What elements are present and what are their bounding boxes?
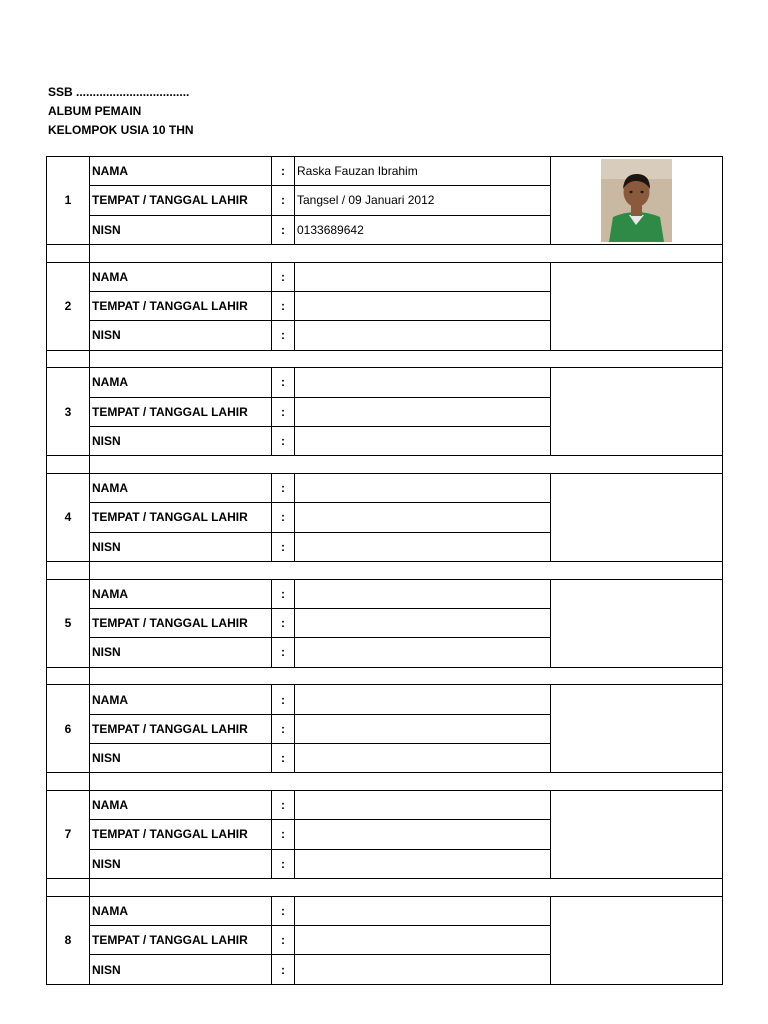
player-photo [551, 896, 723, 984]
player-photo [551, 368, 723, 456]
colon: : [272, 291, 295, 320]
document-header [48, 83, 194, 140]
ttl-value [295, 714, 551, 743]
nisn-label: NISN [90, 638, 272, 667]
nisn-label: NISN [90, 215, 272, 244]
colon: : [272, 262, 295, 291]
ttl-label: TEMPAT / TANGGAL LAHIR [90, 608, 272, 637]
colon: : [272, 186, 295, 215]
nama-label: NAMA [90, 368, 272, 397]
nisn-value [295, 321, 551, 350]
player-photo [551, 157, 723, 245]
colon: : [272, 685, 295, 714]
spacer-row [47, 350, 723, 368]
colon: : [272, 849, 295, 878]
nisn-label: NISN [90, 849, 272, 878]
nama-value [295, 685, 551, 714]
nama-label: NAMA [90, 474, 272, 503]
colon: : [272, 955, 295, 985]
player-row [47, 474, 723, 503]
nama-value [295, 474, 551, 503]
colon: : [272, 896, 295, 925]
nama-label: NAMA [90, 262, 272, 291]
colon: : [272, 926, 295, 955]
spacer-cell [47, 456, 90, 474]
age-group-line: KELOMPOK USIA 10 THN [48, 123, 194, 137]
nisn-label: NISN [90, 321, 272, 350]
colon: : [272, 608, 295, 637]
ssb-line: SSB .................................. [48, 85, 190, 99]
spacer-cell [47, 244, 90, 262]
nama-label: NAMA [90, 791, 272, 820]
player-row [47, 262, 723, 291]
player-number: 6 [47, 685, 90, 773]
spacer-cell [90, 456, 723, 474]
nama-value [295, 791, 551, 820]
colon: : [272, 532, 295, 561]
colon: : [272, 743, 295, 772]
player-row [47, 685, 723, 714]
spacer-cell [90, 773, 723, 791]
player-row [47, 896, 723, 925]
player-photo [551, 474, 723, 562]
spacer-row [47, 456, 723, 474]
ttl-value: Tangsel / 09 Januari 2012 [295, 186, 551, 215]
spacer-cell [47, 667, 90, 685]
nisn-value [295, 638, 551, 667]
ttl-value [295, 820, 551, 849]
player-album-table [46, 156, 723, 985]
player-number: 7 [47, 791, 90, 879]
nisn-value [295, 426, 551, 455]
colon: : [272, 426, 295, 455]
spacer-cell [47, 773, 90, 791]
ttl-value [295, 503, 551, 532]
player-number: 3 [47, 368, 90, 456]
nama-value: Raska Fauzan Ibrahim [295, 157, 551, 186]
nisn-value [295, 955, 551, 985]
player-row [47, 791, 723, 820]
spacer-cell [90, 667, 723, 685]
nisn-value [295, 743, 551, 772]
nama-value [295, 368, 551, 397]
colon: : [272, 820, 295, 849]
colon: : [272, 157, 295, 186]
player-row [47, 368, 723, 397]
ttl-value [295, 608, 551, 637]
colon: : [272, 368, 295, 397]
player-photo [551, 579, 723, 667]
ttl-label: TEMPAT / TANGGAL LAHIR [90, 926, 272, 955]
spacer-row [47, 244, 723, 262]
ttl-label: TEMPAT / TANGGAL LAHIR [90, 714, 272, 743]
spacer-cell [47, 561, 90, 579]
player-photo [551, 262, 723, 350]
colon: : [272, 397, 295, 426]
colon: : [272, 714, 295, 743]
nisn-value: 0133689642 [295, 215, 551, 244]
spacer-row [47, 773, 723, 791]
spacer-cell [90, 561, 723, 579]
player-row [47, 157, 723, 186]
colon: : [272, 215, 295, 244]
nama-label: NAMA [90, 685, 272, 714]
nama-value [295, 896, 551, 925]
nisn-label: NISN [90, 743, 272, 772]
nisn-value [295, 532, 551, 561]
nama-value [295, 579, 551, 608]
nama-label: NAMA [90, 579, 272, 608]
ttl-value [295, 397, 551, 426]
nisn-label: NISN [90, 426, 272, 455]
spacer-cell [90, 350, 723, 368]
nisn-label: NISN [90, 532, 272, 561]
player-photo-image [601, 159, 672, 242]
player-photo [551, 685, 723, 773]
spacer-row [47, 667, 723, 685]
nisn-value [295, 849, 551, 878]
ttl-label: TEMPAT / TANGGAL LAHIR [90, 186, 272, 215]
player-number: 5 [47, 579, 90, 667]
nama-label: NAMA [90, 157, 272, 186]
spacer-row [47, 561, 723, 579]
nama-label: NAMA [90, 896, 272, 925]
spacer-cell [47, 878, 90, 896]
ttl-label: TEMPAT / TANGGAL LAHIR [90, 291, 272, 320]
player-photo [551, 791, 723, 879]
colon: : [272, 579, 295, 608]
ttl-label: TEMPAT / TANGGAL LAHIR [90, 820, 272, 849]
nisn-label: NISN [90, 955, 272, 985]
ttl-label: TEMPAT / TANGGAL LAHIR [90, 503, 272, 532]
spacer-cell [47, 350, 90, 368]
album-title: ALBUM PEMAIN [48, 104, 142, 118]
player-number: 4 [47, 474, 90, 562]
spacer-row [47, 878, 723, 896]
spacer-cell [90, 244, 723, 262]
colon: : [272, 474, 295, 503]
spacer-cell [90, 878, 723, 896]
ttl-value [295, 291, 551, 320]
colon: : [272, 503, 295, 532]
player-number: 1 [47, 157, 90, 245]
ttl-value [295, 926, 551, 955]
nama-value [295, 262, 551, 291]
player-number: 2 [47, 262, 90, 350]
colon: : [272, 321, 295, 350]
colon: : [272, 638, 295, 667]
player-row [47, 579, 723, 608]
colon: : [272, 791, 295, 820]
ttl-label: TEMPAT / TANGGAL LAHIR [90, 397, 272, 426]
player-number: 8 [47, 896, 90, 984]
